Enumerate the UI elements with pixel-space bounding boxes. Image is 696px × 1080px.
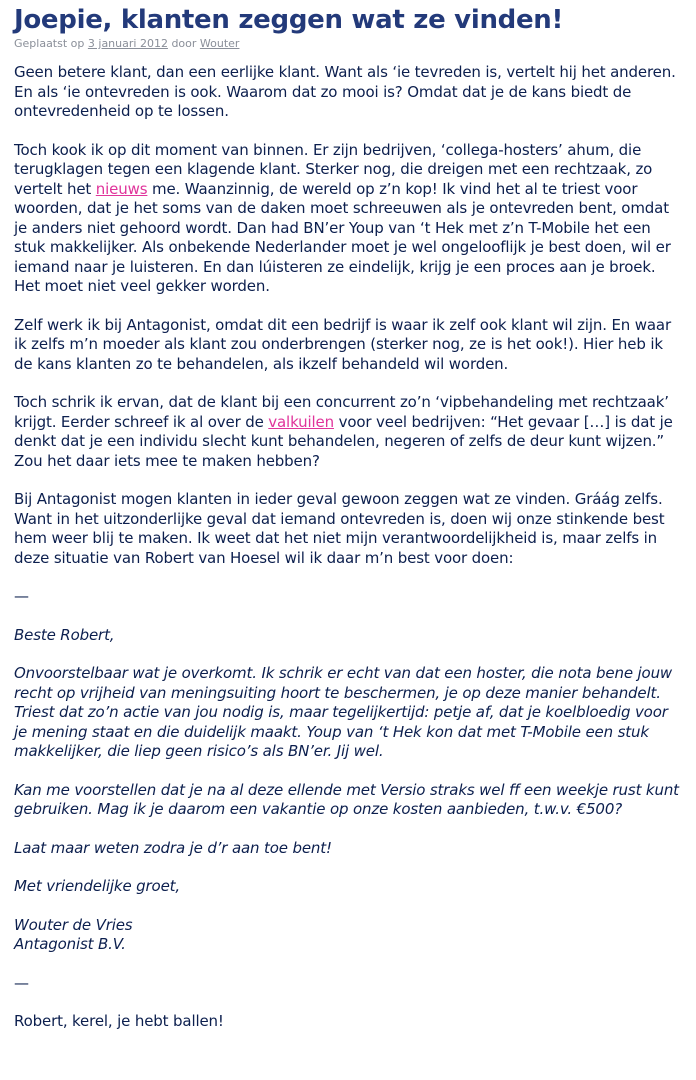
by-label: door	[171, 37, 197, 50]
letter-closing: Met vriendelijke groet,	[14, 877, 180, 895]
post-title: Joepie, klanten zeggen wat ze vinden!	[14, 5, 564, 35]
letter-salutation: Beste Robert,	[14, 625, 115, 644]
paragraph-customers: Bij Antagonist mogen klanten in ieder geval gewoon zeggen wat ze vinden. Gráág zelfs. Want in het uitzonderlijke geval dat iemand ontevreden is, doen wij onze stinkende best hem weer blij te maken. Ik weet dat het niet mijn verantwoordelijkheid is, maar zelfs in deze situatie van Robert van Hoesel wil ik daar m’n best voor doen:	[14, 490, 665, 567]
paragraph-valkuilen-text-a: Toch schrik ik ervan, dat de klant bij een concurrent zo’n ‘vipbehandeling met rechtzaak’ krijgt. Eerder schreef ik al over de	[14, 393, 669, 431]
paragraph-final: Robert, kerel, je hebt ballen!	[14, 1012, 224, 1030]
author-link[interactable]: Wouter	[199, 37, 240, 50]
post-content	[14, 63, 682, 1032]
letter-body-2: Kan me voorstellen dat je na al deze ellende met Versio straks wel ff een weekje rust kunt gebruiken. Mag ik je daarom een vakantie op onze kosten aanbieden, t.w.v. €500?	[14, 780, 679, 818]
signature-company: Antagonist B.V.	[14, 935, 126, 953]
separator-dash: —	[14, 587, 29, 605]
letter-signature	[14, 916, 682, 955]
paragraph-news-text-b: me. Waanzinnig, de wereld op z’n kop! Ik vind het al te triest voor woorden, dat je het soms van de daken moet schreeuwen als je ontevreden bent, omdat je anders niet gehoord wordt. Dan had BN’er Youp van ‘t Hek met z’n T-Mobile het een stuk makkelijker. Als onbekende Nederlander moet je wel ongelooflijk je best doen, wil er iemand naar je luisteren. En dan lúisteren ze eindelijk, krijg je een proces aan je broek. Het moet niet veel gekker worden.	[14, 179, 671, 295]
post-date-link[interactable]: 3 januari 2012	[87, 37, 168, 50]
valkuilen-link[interactable]: valkuilen	[268, 412, 334, 431]
separator-dash-2: —	[14, 973, 29, 992]
paragraph-valkuilen-text-b: voor veel bedrijven: “Het gevaar […] is dat je denkt dat je een individu slecht kunt behandelen, negeren of zelfs de deur kunt wijzen.” Zou het daar iets mee te maken hebben?	[14, 412, 673, 470]
paragraph-news	[14, 141, 682, 297]
paragraph-intro: Geen betere klant, dan een eerlijke klant. Want als ‘ie tevreden is, vertelt hij het anderen. En als ‘ie ontevreden is ook. Waarom dat zo mooi is? Omdat dat je de kans biedt de ontevredenheid op te lossen.	[14, 63, 676, 120]
letter-body-1: Onvoorstelbaar wat je overkomt. Ik schrik er echt van dat een hoster, die nota bene jouw recht op vrijheid van meningsuiting hoort te beschermen, je op deze manier behandelt. Triest dat zo’n actie van jou nodig is, maar tegelijkertijd: petje af, dat je koelbloedig voor je mening staat en die duidelijk maakt. Youp van ‘t Hek kon dat met T-Mobile een stuk makkelijker, die liep geen risico’s als BN’er. Jij wel.	[14, 664, 673, 760]
paragraph-news-text-a: Toch kook ik op dit moment van binnen. Er zijn bedrijven, ‘collega-hosters’ ahum, die terugklagen tegen een klagende klant. Sterker nog, die dreigen met een rechtzaak, zo vertelt het	[14, 140, 653, 198]
paragraph-antagonist: Zelf werk ik bij Antagonist, omdat dit een bedrijf is waar ik zelf ook klant wil zijn. En waar ik zelfs m’n moeder als klant zou onderbrengen (sterker nog, ze is het ook!). Hier heb ik de kans klanten zo te behandelen, als ikzelf behandeld wil worden.	[14, 315, 671, 373]
nieuws-link[interactable]: nieuws	[95, 179, 148, 198]
signature-name: Wouter de Vries	[14, 915, 133, 934]
post-meta	[14, 37, 682, 51]
posted-on-label: Geplaatst op	[14, 37, 85, 50]
letter-body-3: Laat maar weten zodra je d’r aan toe bent!	[14, 838, 332, 857]
paragraph-valkuilen	[14, 393, 682, 471]
